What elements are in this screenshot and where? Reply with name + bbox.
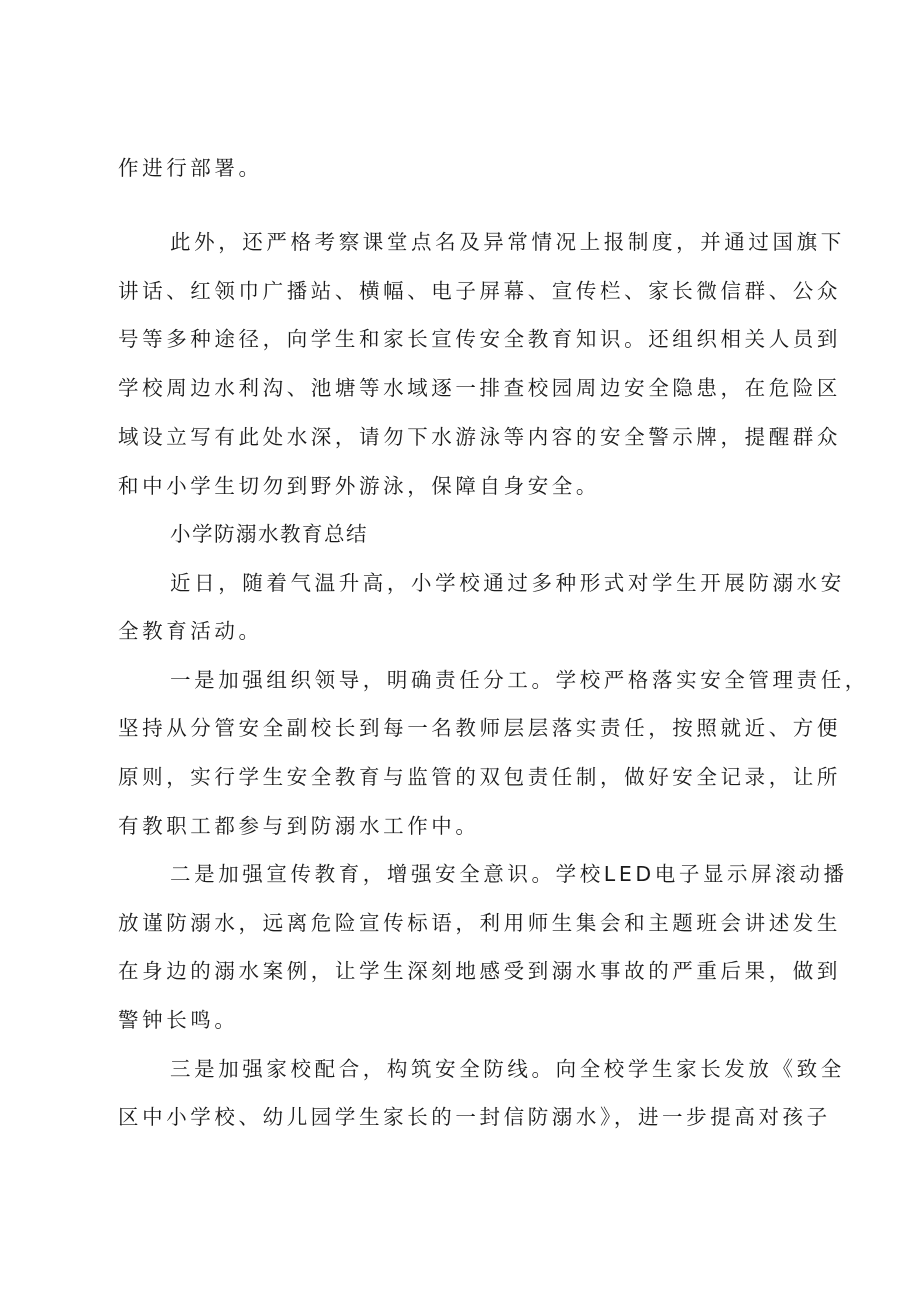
- section-heading: 小学防溺水教育总结: [170, 522, 368, 546]
- text-line: 号等多种途径，向学生和家长宣传安全教育知识。还组织相关人员到: [118, 327, 841, 351]
- text-line: 区中小学校、幼儿园学生家长的一封信防溺水》，进一步提高对孩子: [118, 1105, 831, 1129]
- text-line: 原则，实行学生安全教育与监管的双包责任制，做好安全记录，让所: [118, 765, 841, 789]
- text-line: 学校周边水利沟、池塘等水域逐一排查校园周边安全隐患，在危险区: [118, 376, 841, 400]
- text-line: 有教职工都参与到防溺水工作中。: [118, 814, 480, 838]
- text-line: 讲话、红领巾广播站、横幅、电子屏幕、宣传栏、家长微信群、公众: [118, 279, 841, 303]
- text-line: 一是加强组织领导，明确责任分工。学校严格落实安全管理责任，: [170, 668, 869, 692]
- text-line: 在身边的溺水案例，让学生深刻地感受到溺水事故的严重后果，做到: [118, 959, 841, 983]
- text-line: 三是加强家校配合，构筑安全防线。向全校学生家长发放《致全: [170, 1057, 845, 1081]
- text-line: 作进行部署。: [118, 156, 263, 180]
- text-line: 此外，还严格考察课堂点名及异常情况上报制度，并通过国旗下: [170, 230, 845, 254]
- text-line: 坚持从分管安全副校长到每一名教师层层落实责任，按照就近、方便: [118, 716, 841, 740]
- text-line: 全教育活动。: [118, 619, 263, 643]
- text-line: 域设立写有此处水深，请勿下水游泳等内容的安全警示牌，提醒群众: [118, 425, 841, 449]
- text-line: 近日，随着气温升高，小学校通过多种形式对学生开展防溺水安: [170, 571, 845, 595]
- text-line: 二是加强宣传教育，增强安全意识。学校LED电子显示屏滚动播: [170, 862, 848, 886]
- text-line: 和中小学生切勿到野外游泳，保障自身安全。: [118, 474, 600, 498]
- text-line: 放谨防溺水，远离危险宣传标语，利用师生集会和主题班会讲述发生: [118, 911, 841, 935]
- text-line: 警钟长鸣。: [118, 1008, 239, 1032]
